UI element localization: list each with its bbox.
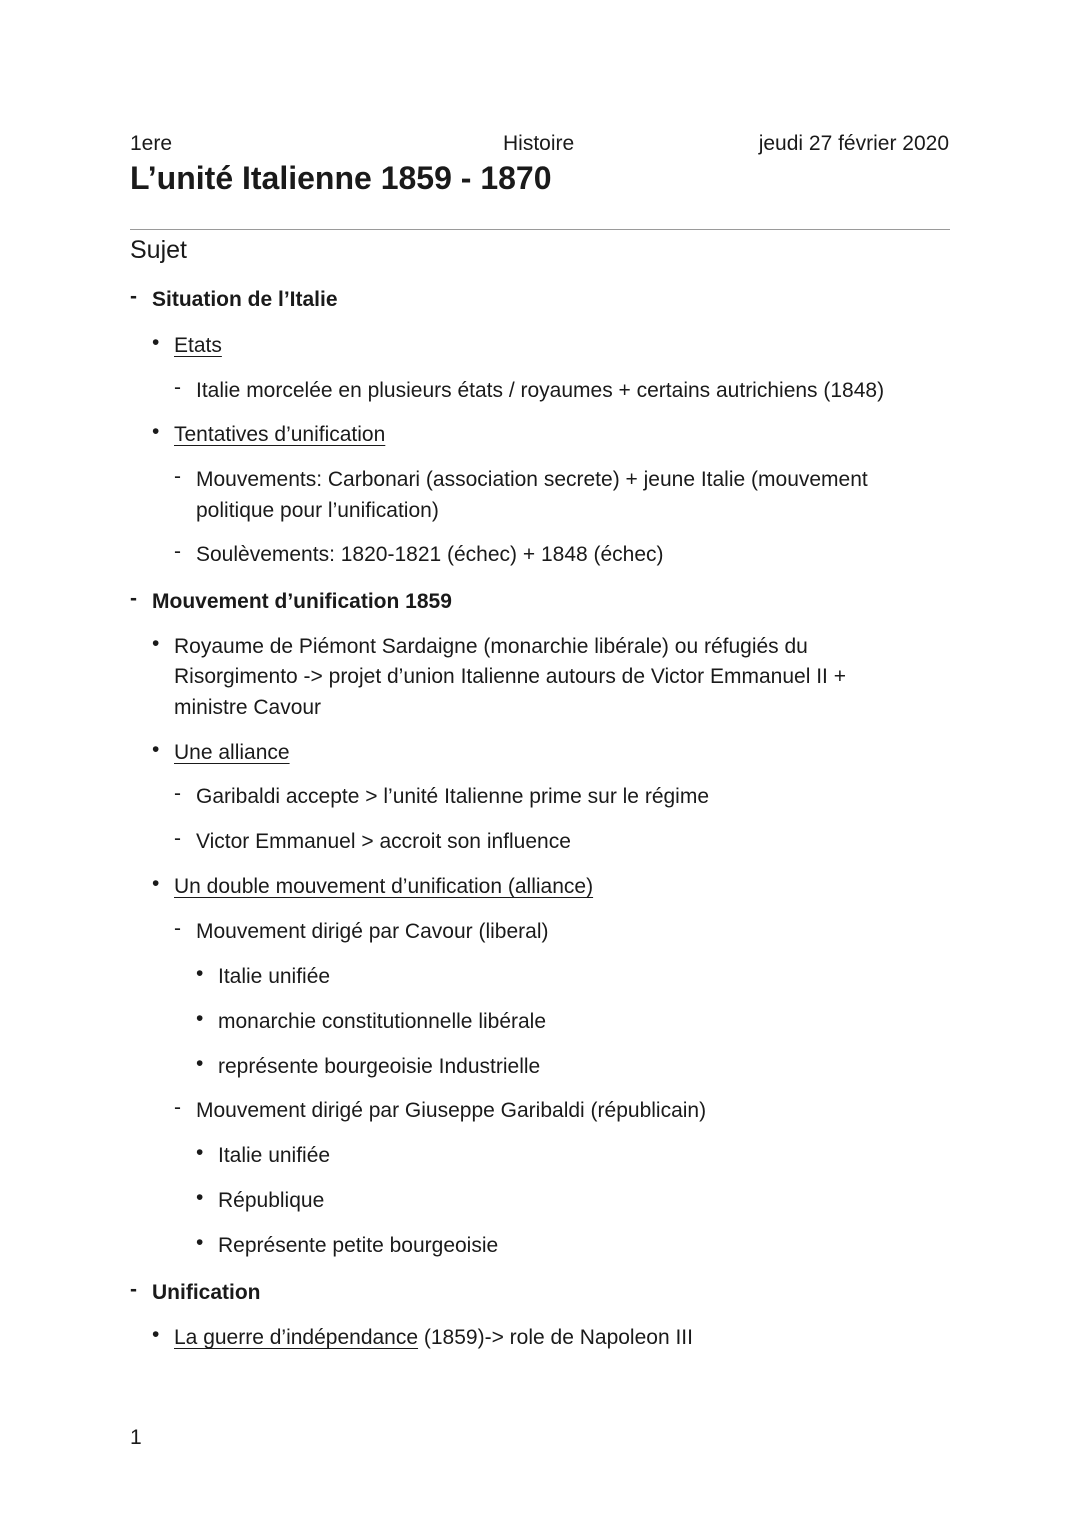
outline-heading-1: Situation de l’Italie	[152, 288, 338, 311]
dash-marker: -	[174, 827, 181, 850]
dash-marker: -	[130, 285, 137, 308]
outline-item-alliance: Une alliance	[174, 741, 290, 764]
outline-heading-3: Unification	[152, 1281, 261, 1304]
outline-item-tentatives: Tentatives d’unification	[174, 423, 386, 446]
bullet-marker: •	[196, 1052, 204, 1075]
bullet-marker: •	[152, 1323, 160, 1346]
outline-subitem: Mouvements: Carbonari (association secrete) + jeune Italie (mouvement	[196, 468, 868, 491]
class-level: 1ere	[130, 132, 173, 155]
bullet-marker: •	[196, 1007, 204, 1030]
dash-marker: -	[174, 917, 181, 940]
outline-subsubitem: monarchie constitutionnelle libérale	[218, 1010, 547, 1033]
outline-item-continued: ministre Cavour	[174, 696, 322, 719]
page-title: L’unité Italienne 1859 - 1870	[130, 160, 552, 196]
bullet-marker: •	[196, 1186, 204, 1209]
outline-subitem: Victor Emmanuel > accroit son influence	[196, 830, 571, 853]
outline-subitem: Garibaldi accepte > l’unité Italienne prime sur le régime	[196, 785, 710, 808]
outline-subitem-continued: politique pour l’unification)	[196, 499, 439, 522]
bullet-marker: •	[152, 632, 160, 655]
dash-marker: -	[130, 1278, 137, 1301]
outline-subsubitem: République	[218, 1189, 325, 1212]
outline-subsubitem: Italie unifiée	[218, 1144, 331, 1167]
outline-subsubitem: Italie unifiée	[218, 965, 331, 988]
bullet-marker: •	[152, 872, 160, 895]
bullet-marker: •	[196, 962, 204, 985]
outline-subitem: Mouvement dirigé par Giuseppe Garibaldi (républicain)	[196, 1099, 707, 1122]
outline-item: Royaume de Piémont Sardaigne (monarchie libérale) ou réfugiés du	[174, 635, 808, 658]
bullet-marker: •	[152, 331, 160, 354]
outline-subitem: Mouvement dirigé par Cavour (liberal)	[196, 920, 549, 943]
section-heading: Sujet	[130, 236, 187, 264]
outline-subsubitem: Représente petite bourgeoisie	[218, 1234, 499, 1257]
subject-label: Histoire	[503, 132, 575, 155]
outline-item-etats: Etats	[174, 334, 222, 357]
document-date: jeudi 27 février 2020	[758, 132, 949, 155]
bullet-marker: •	[196, 1231, 204, 1254]
dash-marker: -	[174, 465, 181, 488]
outline-subitem: Italie morcelée en plusieurs états / royaumes + certains autrichiens (1848)	[196, 379, 885, 402]
dash-marker: -	[174, 376, 181, 399]
outline-item-double-mouvement: Un double mouvement d’unification (alliance)	[174, 875, 594, 898]
outline-subitem: Soulèvements: 1820-1821 (échec) + 1848 (échec)	[196, 543, 664, 566]
bullet-marker: •	[196, 1141, 204, 1164]
outline-item-continued: Risorgimento -> projet d’union Italienne autours de Victor Emmanuel II +	[174, 665, 846, 688]
outline-item-guerre-rest: (1859)-> role de Napoleon III	[418, 1326, 693, 1349]
outline-item-guerre-underlined: La guerre d’indépendance	[174, 1326, 419, 1349]
dash-marker: -	[174, 1096, 181, 1119]
bullet-marker: •	[152, 738, 160, 761]
page-number: 1	[130, 1426, 142, 1449]
dash-marker: -	[174, 782, 181, 805]
dash-marker: -	[130, 587, 137, 610]
bullet-marker: •	[152, 420, 160, 443]
dash-marker: -	[174, 540, 181, 563]
outline-subsubitem: représente bourgeoisie Industrielle	[218, 1055, 541, 1078]
outline-heading-2: Mouvement d’unification 1859	[152, 590, 452, 613]
title-divider	[130, 229, 950, 230]
outline-item-guerre	[174, 1323, 693, 1353]
